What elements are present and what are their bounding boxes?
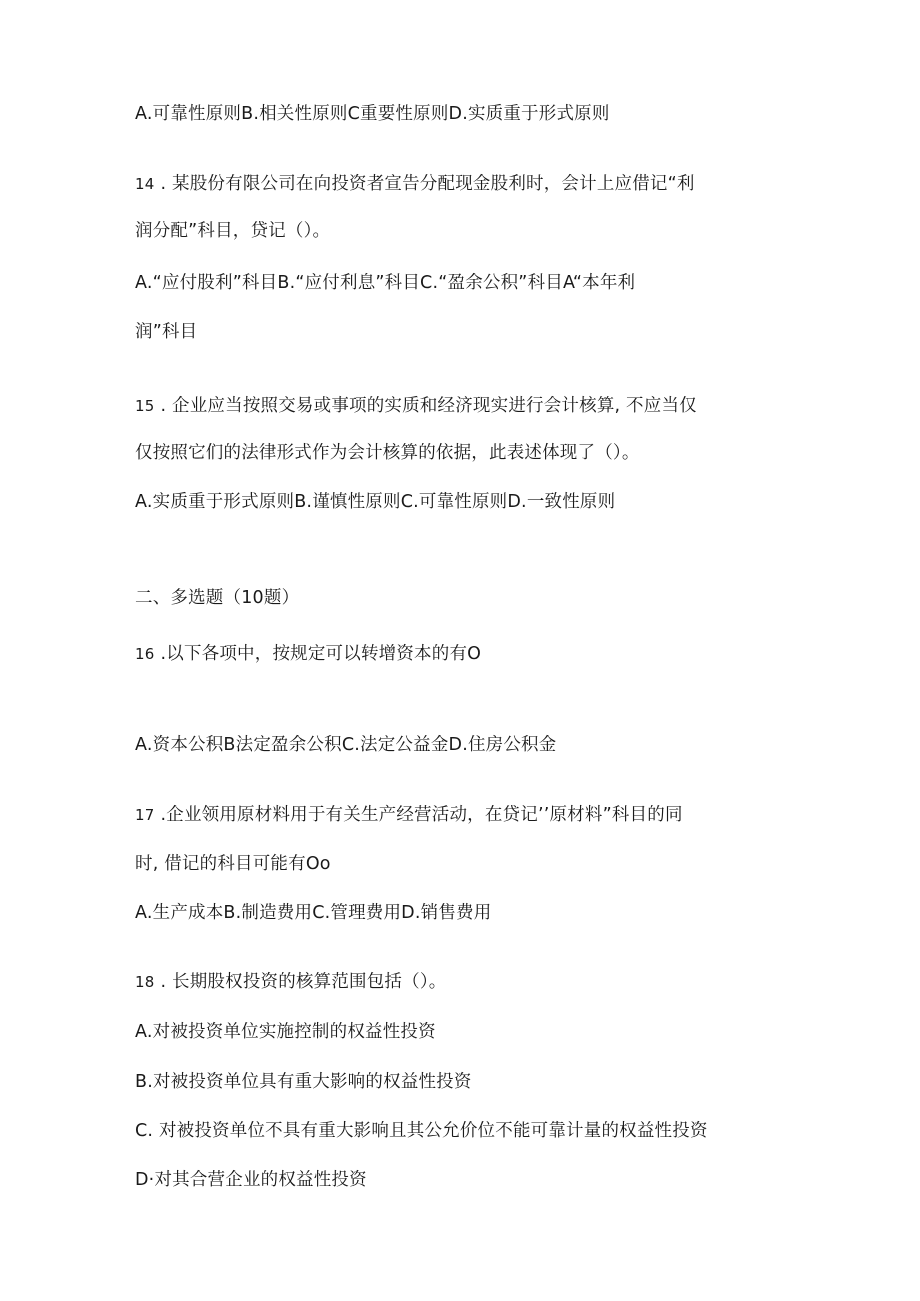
q18-option-b: B.对被投资单位具有重大影响的权益性投资: [135, 1072, 472, 1092]
q14-stem-line-1: 14 . 某股份有限公司在向投资者宣告分配现金股利时，会计上应借记“利: [135, 174, 695, 194]
q18-option-d: D·对其合营企业的权益性投资: [135, 1170, 367, 1190]
q14-options-line-2: 润”科目: [135, 322, 198, 342]
question-number: 15: [135, 397, 155, 415]
question-number: 14: [135, 175, 155, 193]
q17-stem-line-2: 时, 借记的科目可能有Oo: [135, 854, 331, 874]
q14-options-line-1: A.“应付股利”科目B.“应付利息”科目C.“盈余公积”科目A“本年利: [135, 273, 636, 293]
q16-options: A.资本公积B法定盈余公积C.法定公益金D.住房公积金: [135, 735, 557, 755]
question-number: 18: [135, 973, 155, 991]
q17-stem-line-1: 17 .企业领用原材料用于有关生产经营活动，在贷记’’原材料”科目的同: [135, 805, 683, 825]
q14-stem-line-2: 润分配”科目，贷记（）。: [135, 221, 331, 241]
q18-option-a: A.对被投资单位实施控制的权益性投资: [135, 1022, 436, 1042]
section-heading: 二、多选题（10题）: [135, 588, 300, 608]
q15-stem-line-2: 仅按照它们的法律形式作为会计核算的依据，此表述体现了（）。: [135, 443, 640, 463]
q16-stem: 16 .以下各项中，按规定可以转增资本的有O: [135, 644, 482, 664]
q17-options: A.生产成本B.制造费用C.管理费用D.销售费用: [135, 903, 492, 923]
q15-stem-line-1: 15 . 企业应当按照交易或事项的实质和经济现实进行会计核算, 不应当仅: [135, 396, 697, 416]
question-number: 17: [135, 806, 155, 824]
q18-stem: 18 . 长期股权投资的核算范围包括（）。: [135, 972, 447, 992]
q15-options: A.实质重于形式原则B.谨慎性原则C.可靠性原则D.一致性原则: [135, 492, 616, 512]
q18-option-c: C. 对被投资单位不具有重大影响且其公允价位不能可靠计量的权益性投资: [135, 1121, 708, 1141]
question-number: 16: [135, 645, 155, 663]
q13-options: A.可靠性原则B.相关性原则C重要性原则D.实质重于形式原则: [135, 104, 610, 124]
